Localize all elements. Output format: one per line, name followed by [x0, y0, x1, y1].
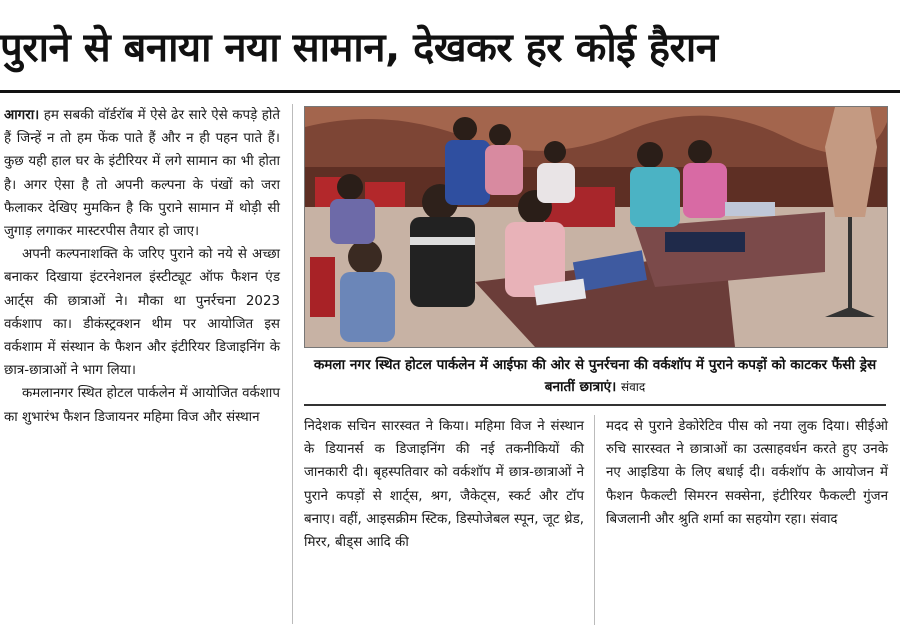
dateline: आगरा। [4, 108, 40, 123]
paragraph-1 [4, 104, 280, 243]
headline-rule [0, 90, 900, 93]
paragraph-3: कमलानगर स्थित होटल पार्कलेन में आयोजित वर्कशाप का शुभारंभ फैशन डिजायनर महिमा विज और संस्थान [4, 386, 280, 425]
photo-caption [304, 354, 886, 398]
paragraph-2: अपनी कल्पनाशक्ति के जरिए पुराने को नये से अच्छा बनाकर दिखाया इंटरनेशनल इंस्टीट्यूट ऑफ फैशन एंड आर्ट्स की छात्राओं ने। मौका था पुनर्रचना 2023 वर्कशाप का। डीकंस्ट्रक्शन थीम पर आयोजित इस वर्कशाम में संस्थान के फैशन और इंटीरियर डिजाइनिंग के छात्र-छात्राओं ने भाग लिया। [4, 247, 280, 379]
caption-text: कमला नगर स्थित होटल पार्कलेन में आईफा की ओर से पुनर्रचना की वर्कशॉप में पुराने कपड़ों को काटकर फैंसी ड्रेस बनातीं छात्राएं। [313, 357, 877, 395]
column-divider-1 [292, 104, 293, 624]
caption-credit: संवाद [621, 380, 646, 394]
paragraph-4: निदेशक सचिन सारस्वत ने किया। महिमा विज ने संस्थान के डियानर्स क डिजाइनिंग की नई तकनीकियों की जानकारी दी। बृहस्पतिवार को वर्कशॉप में छात्र-छात्राओं ने पुराने कपड़ों से शार्ट्स, श्रग, जैकेट्स, स्कर्ट और टॉप बनाए। वहीं, आइसक्रीम स्टिक, डिस्पोजेबल स्पून, जूट थ्रेड, मिरर, बीड्स आदि की [304, 419, 584, 551]
caption-rule [304, 404, 886, 406]
column-divider-2 [594, 415, 595, 625]
paragraph-1-text: हम सबकी वॉर्डरॉब में ऐसे ढेर सारे ऐसे कपड़े होते हैं जिन्हें न तो हम फेंक पाते हैं और न ही पहन पाते हैं। कुछ यही हाल घर के इंटीरियर में लगे सामान का भी होता है। अगर ऐसा है तो अपनी कल्पना के पंखों को जरा फैलाकर देखिए मुमकिन है कि पुराने सामान में थोड़ी सी जुगाड़ लगाकर मास्टरपीस तैयार हो जाए। [4, 108, 280, 240]
paragraph-5: मदद से पुराने डेकोरेटिव पीस को नया लुक दिया। सीईओ रुचि सारस्वत ने छात्राओं का उत्साहवर्धन करते हुए उनके नए आइडिया के लिए बधाई दी। वर्कशॉप के आयोजन में फैशन फैकल्टी सिमरन सक्सेना, इंटीरियर फैकल्टी गुंजन बिजलानी और श्रुति शर्मा का सहयोग रहा। संवाद [606, 419, 888, 527]
headline: पुराने से बनाया नया सामान, देखकर हर कोई हैरान [0, 25, 718, 71]
workshop-photo [304, 106, 888, 348]
column-left [4, 104, 280, 429]
workshop-photo-icon [305, 107, 887, 347]
column-right [606, 415, 888, 531]
column-middle [304, 415, 584, 554]
